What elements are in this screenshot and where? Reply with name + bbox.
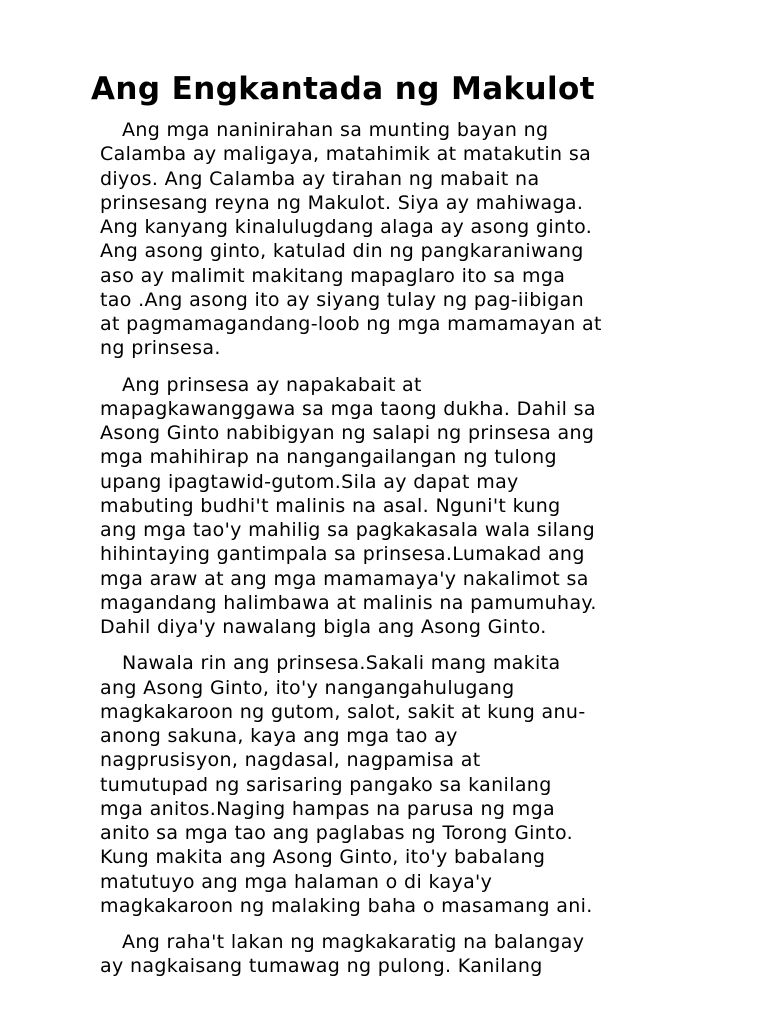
- text-line: mga mahihirap na nangangailangan ng tulong: [100, 446, 557, 469]
- text-line: Nawala rin ang prinsesa.Sakali mang makita: [122, 652, 561, 675]
- text-line: aso ay malimit makitang mapaglaro ito sa mga: [100, 264, 566, 287]
- text-line: mabuting budhi't malinis na asal. Nguni't kung: [100, 494, 561, 517]
- text-line: tao .Ang asong ito ay siyang tulay ng pag-iibigan: [100, 288, 585, 311]
- text-line: Ang kanyang kinalulugdang alaga ay asong ginto.: [100, 216, 593, 238]
- text-line: ang mga tao'y mahilig sa pagkakasala wala silang: [100, 519, 596, 541]
- text-line: hihintaying gantimpala sa prinsesa.Lumakad ang: [100, 543, 585, 566]
- text-line: Ang raha't lakan ng magkakaratig na balangay: [122, 931, 585, 953]
- text-line: tumutupad ng sarisaring pangako sa kanilang: [100, 773, 552, 796]
- paragraph-1: [100, 118, 750, 361]
- text-line: at pagmamagandang-loob ng mga mamamayan at: [100, 313, 602, 335]
- text-line: anong sakuna, kaya ang mga tao ay: [100, 725, 458, 747]
- text-line: matutuyo ang mga halaman o di kaya'y: [100, 870, 493, 893]
- text-line: Dahil diya'y nawalang bigla ang Asong Ginto.: [100, 616, 547, 638]
- text-line: Ang prinsesa ay napakabait at: [122, 373, 422, 396]
- paragraph-2: [100, 373, 750, 640]
- text-line: ang Asong Ginto, ito'y nangangahulugang: [100, 676, 515, 699]
- text-line: prinsesang reyna ng Makulot. Siya ay mahiwaga.: [100, 191, 584, 214]
- text-line: Ang asong ginto, katulad din ng pangkaraniwang: [100, 240, 584, 263]
- text-line: Calamba ay maligaya, matahimik at matakutin sa: [100, 143, 592, 166]
- text-line: ng prinsesa.: [100, 337, 221, 360]
- text-line: diyos. Ang Calamba ay tirahan ng mabait na: [100, 167, 540, 190]
- text-line: mapagkawanggawa sa mga taong dukha. Dahil sa: [100, 397, 596, 420]
- text-line: magkakaroon ng gutom, salot, sakit at kung anu-: [100, 700, 586, 723]
- paragraph-4: [100, 930, 750, 979]
- text-line: Kung makita ang Asong Ginto, ito'y babalang: [100, 846, 546, 869]
- paragraph-3: [100, 651, 750, 918]
- document-body: [100, 118, 750, 991]
- text-line: mga araw at ang mga mamamaya'y nakalimot sa: [100, 567, 589, 590]
- text-line: Asong Ginto nabibigyan ng salapi ng prinsesa ang: [100, 422, 595, 444]
- text-line: magandang halimbawa at malinis na pamumuhay.: [100, 591, 597, 614]
- text-line: Ang mga naninirahan sa munting bayan ng: [122, 119, 549, 141]
- text-line: magkakaroon ng malaking baha o masamang ani.: [100, 894, 593, 917]
- text-line: mga anitos.Naging hampas na parusa ng mga: [100, 797, 555, 820]
- document-title: Ang Engkantada ng Makulot: [91, 71, 595, 107]
- text-line: upang ipagtawid-gutom.Sila ay dapat may: [100, 470, 519, 493]
- text-line: ay nagkaisang tumawag ng pulong. Kanilang: [100, 955, 543, 978]
- text-line: nagprusisyon, nagdasal, nagpamisa at: [100, 749, 481, 772]
- text-line: anito sa mga tao ang paglabas ng Torong Ginto.: [100, 822, 574, 844]
